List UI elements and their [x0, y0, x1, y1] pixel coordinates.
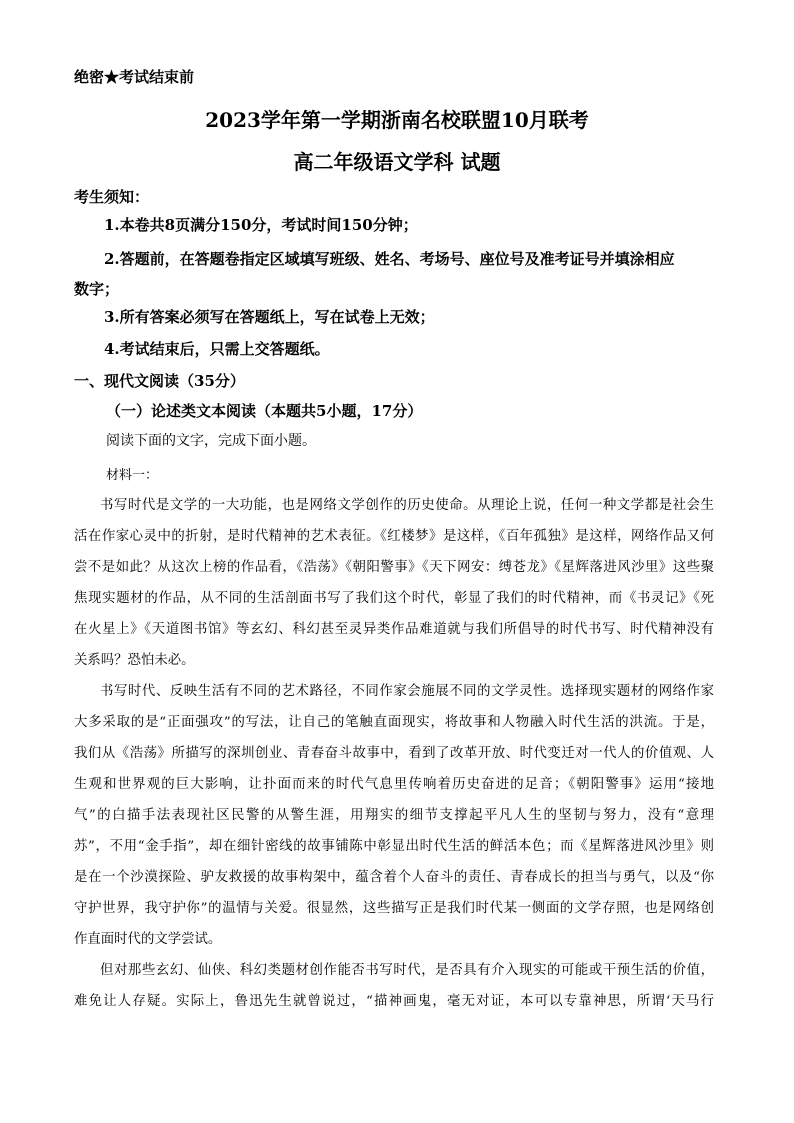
material-label: 材料一： [106, 468, 159, 483]
paragraph-2-line: 我们从《浩荡》所描写的深圳创业、青春奋斗故事中，看到了改革开放、时代变迁对一代人的价值观、人 [74, 746, 714, 761]
paragraph-1-line: 关系吗？恐怕未必。 [74, 653, 195, 668]
notice-item-4-text: 4.考试结束后，只需上交答题纸。 [104, 340, 330, 358]
paragraph-2-line: 气”的白描手法表现社区民警的从警生涯，用翔实的细节支撑起平凡人生的坚韧与努力，没有“意理 [74, 808, 714, 823]
notice-item-2-continuation: 数字； [74, 280, 120, 298]
notice-item-3 [74, 306, 724, 327]
notice-item-1-text: 1.本卷共8页满分150分，考试时间150分钟； [104, 216, 418, 234]
notice-heading: 考生须知： [74, 188, 150, 206]
paragraph-2-line: 苏”，不用“金手指”，却在细针密线的故事铺陈中彰显出时代生活的鲜活本色；而《星辉落进风沙里》则 [74, 839, 714, 854]
material-body [74, 490, 714, 1017]
paragraph-2-line: 作直面时代的文学尝试。 [74, 932, 222, 947]
confidential-mark: 绝密★考试结束前 [74, 68, 195, 86]
paragraph-1-line: 焦现实题材的作品，从不同的生活剖面书写了我们这个时代，彰显了我们的时代精神，而《书灵记》《死 [74, 591, 714, 606]
notice-item-2-text: 2.答题前，在答题卷指定区域填写班级、姓名、考场号、座位号及准考证号并填涂相应 [104, 250, 675, 268]
exam-title: 2023学年第一学期浙南名校联盟10月联考 [205, 108, 589, 132]
paragraph-2-line: 书写时代、反映生活有不同的艺术路径，不同作家会施展不同的文学灵性。选择现实题材的网络作家 [100, 684, 714, 699]
paragraph-2-line: 守护世界，我守护你”的温情与关爱。很显然，这些描写正是我们时代某一侧面的文学存照，也是网络创 [74, 901, 714, 916]
notice-item-1 [74, 214, 724, 235]
section-heading-modern-reading: 一、现代文阅读（35分） [74, 372, 245, 390]
reading-instruction: 阅读下面的文字，完成下面小题。 [106, 433, 316, 449]
paragraph-1-line: 书写时代是文学的一大功能，也是网络文学创作的历史使命。从理论上说，任何一种文学都是社会生 [100, 498, 714, 513]
notice-item-4 [74, 338, 724, 359]
notice-item-2 [74, 244, 724, 304]
exam-subtitle: 高二年级语文学科 试题 [293, 150, 501, 174]
paragraph-2-line: 大多采取的是“正面强攻”的写法，让自己的笔触直面现实，将故事和人物融入时代生活的洪流。于是， [74, 715, 714, 730]
notice-item-3-text: 3.所有答案必须写在答题纸上，写在试卷上无效； [104, 308, 435, 326]
paragraph-1-line: 在火星上》《天道图书馆》等玄幻、科幻甚至灵异类作品难道就与我们所倡导的时代书写、时代精神没有 [74, 622, 714, 637]
paragraph-3-line: 但对那些玄幻、仙侠、科幻类题材创作能否书写时代，是否具有介入现实的可能或干预生活的价值， [100, 963, 714, 978]
subsection-heading-argumentative: （一）论述类文本阅读（本题共5小题，17分） [106, 402, 423, 420]
paragraph-1-line: 活在作家心灵中的折射，是时代精神的艺术表征。《红楼梦》是这样，《百年孤独》是这样，网络作品又何 [74, 529, 714, 544]
paragraph-3-line: 难免让人存疑。实际上，鲁迅先生就曾说过，“描神画鬼，毫无对证，本可以专靠神思，所谓‘天马行 [74, 994, 714, 1009]
paragraph-2-line: 生观和世界观的巨大影响，让扑面而来的时代气息里传响着历史奋进的足音；《朝阳警事》运用“接地 [74, 777, 714, 792]
paragraph-1-line: 尝不是如此？从这次上榜的作品看，《浩荡》《朝阳警事》《天下网安：缚苍龙》《星辉落进风沙里》这些聚 [74, 560, 714, 575]
paragraph-2-line: 是在一个沙漠探险、驴友救援的故事构架中，蕴含着个人奋斗的责任、青春成长的担当与勇气，以及“你 [74, 870, 714, 885]
